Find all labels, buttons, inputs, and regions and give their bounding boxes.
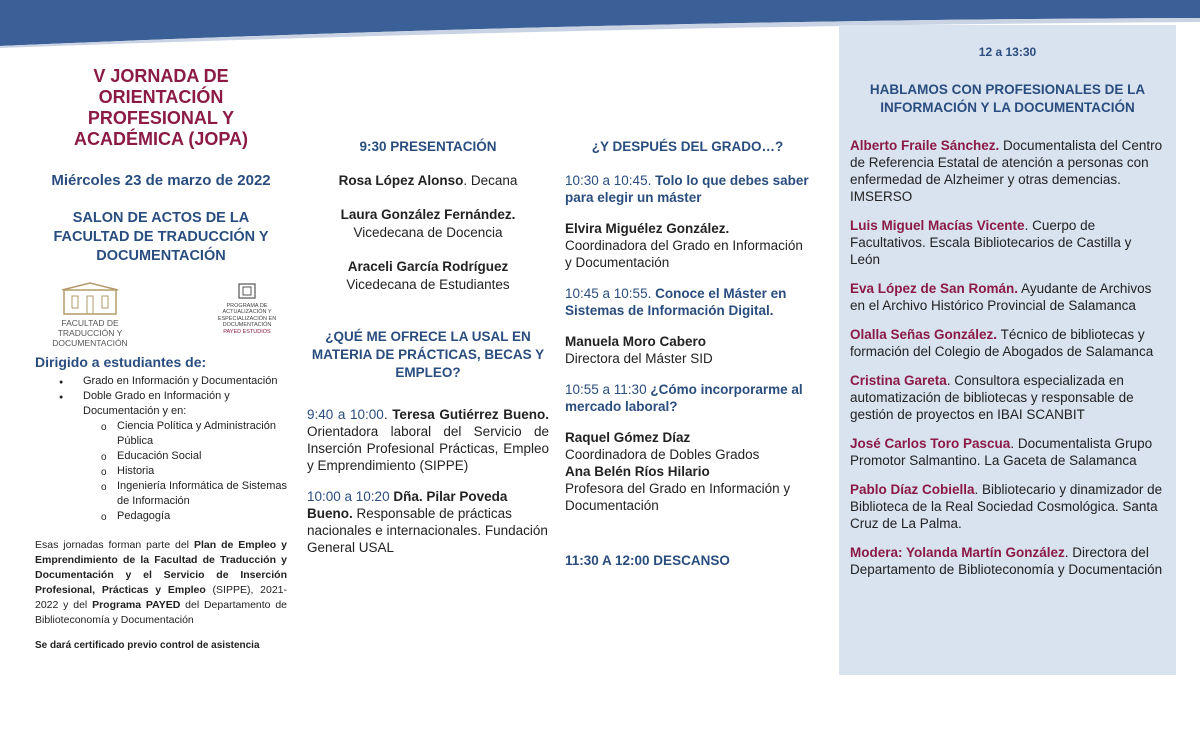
presentation-column	[307, 138, 549, 556]
session	[565, 381, 810, 415]
note-text: del Departamento de Biblioteconomía y Documentación	[35, 599, 287, 626]
speaker-name: Araceli García Rodríguez	[347, 259, 509, 274]
speaker: Laura González Fernández. Vicedecana de Docencia	[340, 207, 516, 240]
speaker-name: Manuela Moro Cabero	[565, 334, 707, 349]
speaker-name: Laura González Fernández	[340, 207, 512, 222]
session	[565, 172, 810, 206]
note-text: Esas jornadas forman parte del	[35, 539, 194, 551]
panel-heading: HABLAMOS CON PROFESIONALES DE LA INFORMACIÓN Y LA DOCUMENTACIÓN	[869, 82, 1146, 115]
session-time: 10:45 a 10:55.	[565, 286, 652, 301]
speaker-name: Eva López de San Román.	[850, 281, 1019, 296]
speaker-description: Ayudante de Archivos en el Archivo Histórico Provincial de Salamanca	[850, 281, 1152, 313]
speaker	[565, 429, 810, 514]
break-label: 11:30 A 12:00 DESCANSO	[565, 553, 730, 568]
program-note	[35, 538, 287, 628]
speaker-name: Pablo Díaz Cobiella	[850, 482, 975, 497]
panel-time: 12 a 13:30	[978, 45, 1037, 59]
session-time: 10:55 a 11:30	[565, 382, 647, 397]
list-item	[850, 435, 1165, 469]
presentation-heading: 9:30 PRESENTACIÓN	[359, 139, 497, 154]
speaker-role: Profesora del Grado en Información y Documentación	[565, 481, 791, 513]
session-title: ¿Cómo incorporarme al mercado laboral?	[565, 382, 803, 414]
speaker-name: Alberto Fraile Sánchez.	[850, 138, 1000, 153]
degree-list	[35, 374, 287, 524]
speaker	[307, 258, 549, 294]
list-item	[850, 137, 1165, 205]
after-degree-heading: ¿Y DESPUÉS DEL GRADO…?	[591, 139, 784, 154]
session-time: 9:40 a 10:00	[307, 407, 384, 422]
speaker-description: . Consultora especializada en automatización de bibliotecas y responsable de gestión de proyectos en IBAI SCANBIT	[850, 373, 1134, 422]
speaker-description: . Bibliotecario y dinamizador de Biblioteca de la Real Sociedad Cosmológica. Santa Cruz de La Palma.	[850, 482, 1163, 531]
speaker-name: Cristina Gareta	[850, 373, 947, 388]
program-logo-text: PROGRAMA DE ACTUALIZACIÓN Y ESPECIALIZACIÓN EN DOCUMENTACIÓN	[217, 302, 277, 328]
speaker-name: Modera: Yolanda Martín González	[850, 545, 1065, 560]
speaker-description: . Cuerpo de Facultativos. Escala Bibliotecarios de Castilla y León	[850, 218, 1132, 267]
event-title: V JORNADA DE ORIENTACIÓN PROFESIONAL Y ACADÉMICA (JOPA)	[74, 66, 248, 149]
certificate-note: Se dará certificado previo control de asistencia	[35, 640, 260, 651]
program-logo-icon	[237, 282, 257, 300]
professionals-panel	[839, 25, 1176, 675]
speaker-role: Vicedecana de Docencia	[353, 225, 503, 240]
note-bold: Programa PAYED	[92, 599, 181, 611]
speaker-role: Vicedecana de Estudiantes	[346, 277, 510, 292]
list-item-label: Doble Grado en Información y Documentación y en:	[83, 390, 230, 417]
list-item	[35, 389, 287, 524]
left-column	[35, 66, 287, 651]
program-logo-tag: PAYED ESTUDIOS	[223, 328, 271, 335]
speaker-description: . Directora del Departamento de Biblioteconomía y Documentación	[850, 545, 1163, 577]
speaker-description: Orientadora laboral del Servicio de Inserción Profesional Prácticas, Empleo y Emprendimiento (SIPPE)	[307, 424, 549, 473]
speaker-description: . Documentalista Grupo Promotor Salmantino. La Gaceta de Salamanca	[850, 436, 1153, 468]
speaker-name: Olalla Señas González.	[850, 327, 998, 342]
speaker-name: Luis Miguel Macías Vicente	[850, 218, 1025, 233]
speaker-name: José Carlos Toro Pascua	[850, 436, 1011, 451]
speaker-list	[839, 137, 1176, 578]
speaker-description: Documentalista del Centro de Referencia Estatal de atención a personas con enfermedad de Alzheimer y otras demencias. IMSERSO	[850, 138, 1163, 204]
sub-degree-list	[83, 419, 287, 524]
event-date: Miércoles 23 de marzo de 2022	[51, 172, 271, 189]
note-bold: Plan de Empleo y Emprendimiento de la Facultad de Traducción y Documentación y el Servicio de Inserción Profesional, Prácticas y Empleo	[35, 539, 287, 596]
session-title: Tolo lo que debes saber para elegir un máster	[565, 173, 809, 205]
list-item: ● Grado en Información y Documentación	[35, 374, 287, 389]
speaker: Elvira Miguélez González. Coordinadora del Grado en Información y Documentación	[565, 221, 803, 270]
session	[565, 285, 810, 319]
speaker	[565, 333, 810, 367]
speaker-name: Teresa Gutiérrez Bueno	[392, 407, 546, 422]
session: 9:40 a 10:00. Teresa Gutiérrez Bueno. Orientadora laboral del Servicio de Inserción Profesional Prácticas, Empleo y Emprendimiento (SIPPE)	[307, 407, 549, 473]
session-title: Conoce el Máster en Sistemas de Información Digital.	[565, 286, 787, 318]
speaker-name: Raquel Gómez Díaz	[565, 430, 691, 445]
faculty-logo-text: FACULTAD DE TRADUCCIÓN Y DOCUMENTACIÓN	[52, 318, 128, 348]
list-item: o Educación Social	[83, 449, 287, 464]
speaker-role: Coordinadora del Grado en Información y Documentación	[565, 238, 803, 270]
speaker	[307, 172, 549, 190]
faculty-logo	[35, 282, 145, 348]
after-degree-column	[565, 138, 810, 569]
speaker-role: Coordinadora de Dobles Grados	[565, 447, 760, 462]
list-item: o Pedagogía	[83, 509, 287, 524]
list-item	[850, 326, 1165, 360]
speaker-description: Técnico de bibliotecas y formación del Colegio de Abogados de Salamanca	[850, 327, 1154, 359]
speaker-name: Ana Belén Ríos Hilario	[565, 464, 710, 479]
list-item: o Historia	[83, 464, 287, 479]
list-item: o Ingeniería Informática de Sistemas de Información	[83, 479, 287, 509]
program-logo	[207, 282, 287, 335]
list-item	[850, 217, 1165, 268]
usal-heading: ¿QUÉ ME OFRECE LA USAL EN MATERIA DE PRÁCTICAS, BECAS Y EMPLEO?	[311, 329, 545, 380]
speaker-name: Rosa López Alonso	[338, 173, 464, 188]
event-place: SALON DE ACTOS DE LA FACULTAD DE TRADUCCIÓN Y DOCUMENTACIÓN	[53, 210, 269, 264]
speaker-role: . Decana	[463, 173, 518, 188]
session-time: 10:00 a 10:20	[307, 489, 390, 504]
logos	[35, 282, 287, 348]
note-text: (SIPPE), 2021-2022 y del	[35, 584, 287, 611]
speaker-name: Dña. Pilar Poveda Bueno	[307, 489, 508, 521]
list-item	[850, 481, 1165, 532]
list-item	[850, 280, 1165, 314]
speaker-role: Directora del Máster SID	[565, 351, 713, 366]
building-icon	[58, 282, 122, 316]
list-item: o Ciencia Política y Administración Pública	[83, 419, 287, 449]
speaker-description: Responsable de prácticas nacionales e internacionales. Fundación General USAL	[307, 506, 548, 555]
list-item	[850, 372, 1165, 423]
list-item	[850, 544, 1165, 578]
speaker-name: Elvira Miguélez González	[565, 221, 726, 236]
audience-heading: Dirigido a estudiantes de:	[35, 354, 207, 370]
session: 10:00 a 10:20 Dña. Pilar Poveda Bueno. Responsable de prácticas nacionales e internacionales. Fundación General USAL	[307, 489, 548, 555]
session-time: 10:30 a 10:45.	[565, 173, 652, 188]
